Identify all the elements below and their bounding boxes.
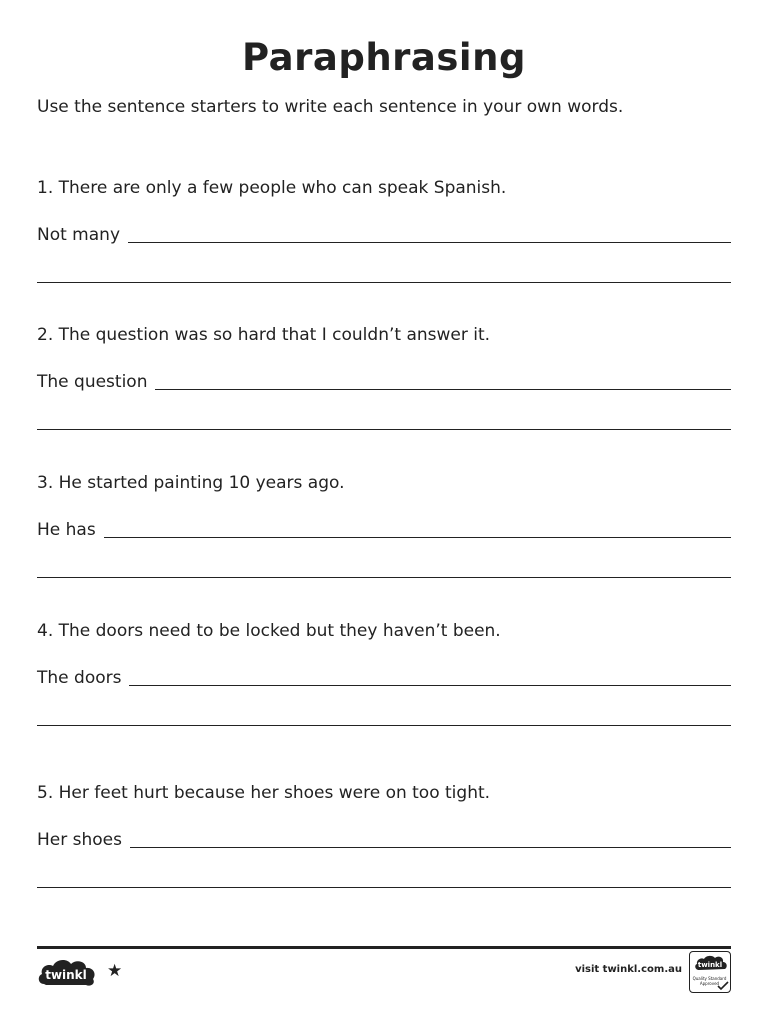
- sentence-starter: Her shoes: [37, 830, 122, 850]
- question-2: [37, 324, 731, 430]
- page-title: Paraphrasing: [242, 36, 526, 79]
- sentence-starter: The doors: [37, 668, 122, 688]
- question-text: 3. He started painting 10 years ago.: [37, 473, 345, 493]
- answer-row: [37, 829, 731, 851]
- question-3: [37, 472, 731, 578]
- question-text: 1. There are only a few people who can speak Spanish.: [37, 178, 507, 198]
- quality-badge: [689, 951, 731, 993]
- answer-line-continuation[interactable]: [37, 887, 731, 888]
- answer-row: [37, 519, 731, 541]
- question-5: [37, 782, 731, 888]
- checkmark-icon: [717, 981, 729, 991]
- question-text: 4. The doors need to be locked but they haven’t been.: [37, 621, 501, 641]
- answer-line[interactable]: [128, 242, 731, 243]
- question-text: 2. The question was so hard that I couldn’t answer it.: [37, 325, 491, 345]
- question-1: [37, 177, 731, 283]
- question-4: [37, 620, 731, 726]
- badge-caption: Quality Standard Approved: [692, 976, 727, 986]
- badge-logo-text: twinkl: [697, 961, 723, 969]
- answer-line-continuation[interactable]: [37, 725, 731, 726]
- logo-text: twinkl: [45, 968, 87, 982]
- cloud-logo-icon: [36, 956, 98, 988]
- answer-row: [37, 371, 731, 393]
- footer-url[interactable]: visit twinkl.com.au: [575, 964, 682, 975]
- sentence-starter: Not many: [37, 225, 120, 245]
- answer-row: [37, 224, 731, 246]
- footer-divider: [37, 946, 731, 949]
- question-text: 5. Her feet hurt because her shoes were on too tight.: [37, 783, 491, 803]
- answer-line[interactable]: [155, 389, 731, 390]
- sentence-starter: The question: [37, 372, 148, 392]
- answer-row: [37, 667, 731, 689]
- answer-line[interactable]: [130, 847, 731, 848]
- answer-line[interactable]: [129, 685, 731, 686]
- badge-cloud-icon: [690, 953, 729, 975]
- instructions: Use the sentence starters to write each sentence in your own words.: [37, 97, 624, 117]
- twinkl-logo: [36, 956, 98, 988]
- sentence-starter: He has: [37, 520, 96, 540]
- answer-line-continuation[interactable]: [37, 429, 731, 430]
- star-icon: ★: [107, 961, 123, 981]
- answer-line[interactable]: [104, 537, 731, 538]
- answer-line-continuation[interactable]: [37, 577, 731, 578]
- answer-line-continuation[interactable]: [37, 282, 731, 283]
